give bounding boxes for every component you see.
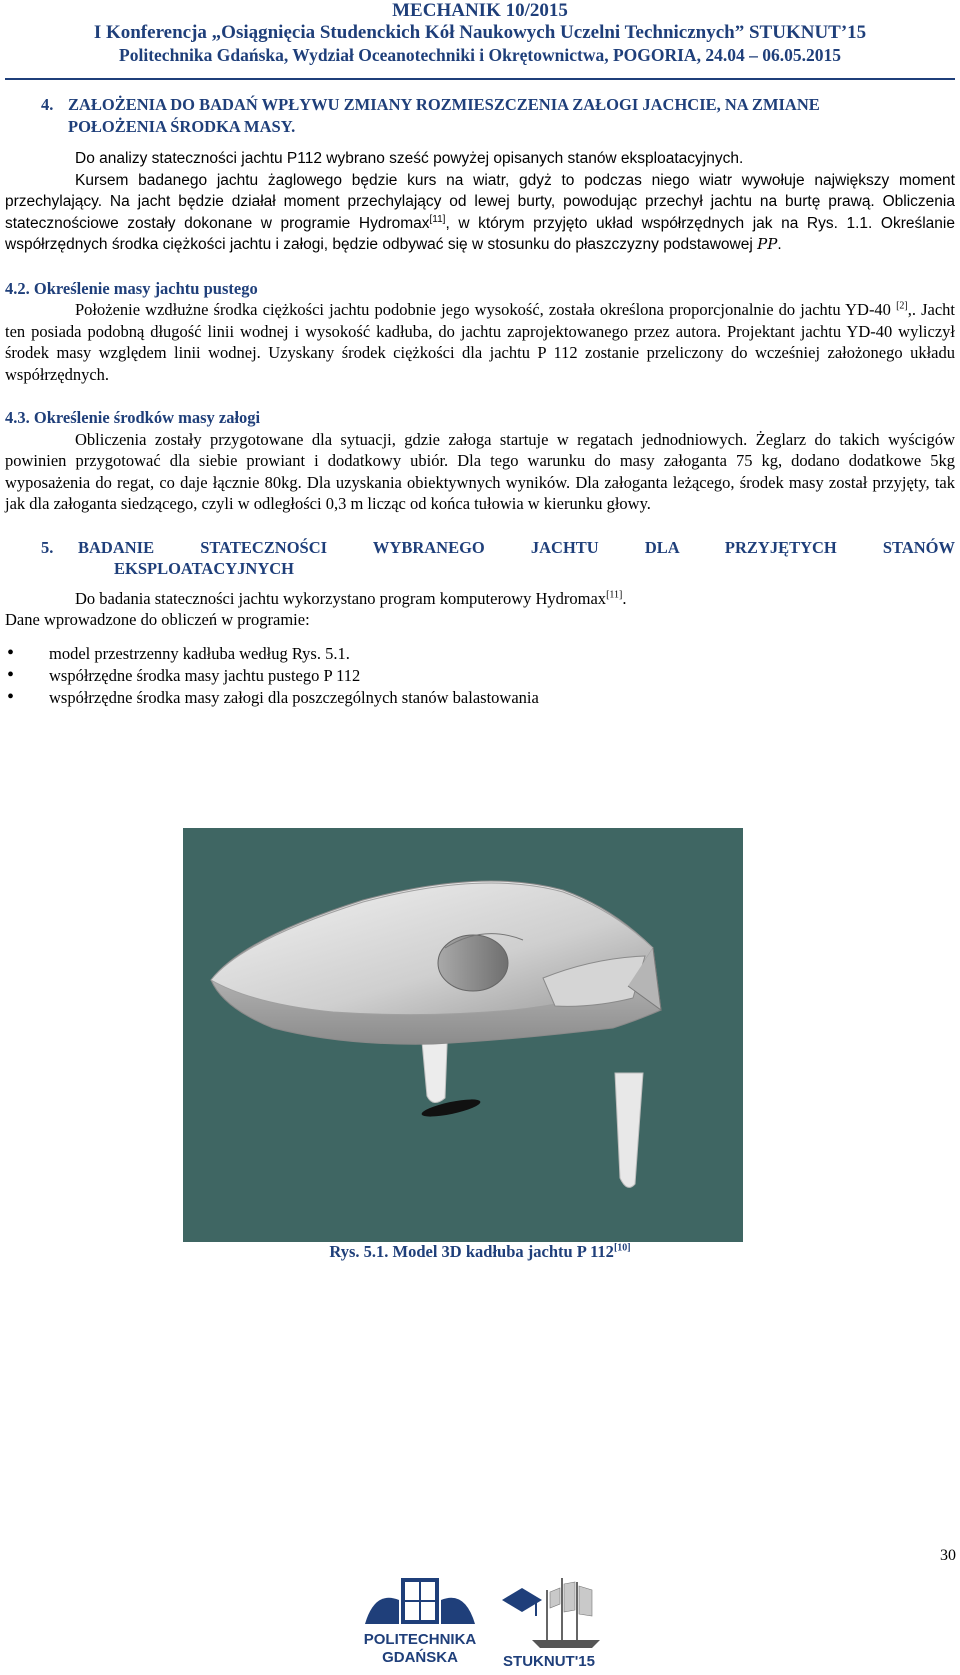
journal-title: MECHANIK 10/2015 [392,0,568,21]
conference-venue: Politechnika Gdańska, Wydział Oceanotechniki i Okrętownictwa, POGORIA, 24.04 – 06.05.2015 [119,45,841,65]
list-item: • współrzędne środka masy załogi dla poszczególnych stanów balastowania [5,687,955,709]
list-item: • model przestrzenny kadłuba według Rys. 5.1. [5,643,955,665]
section-5-paragraph-2: Dane wprowadzone do obliczeń w programie: [5,610,310,629]
section-5-paragraph-1: Do badania stateczności jachtu wykorzystano program komputerowy Hydromax[11]. [75,588,627,608]
section-4-paragraph-1: Do analizy stateczności jachtu P112 wybrano sześć powyżej opisanych stanów eksploatacyjnych. [75,150,744,167]
page-number: 30 [940,1547,956,1564]
svg-text:GDAŃSKA: GDAŃSKA [382,1649,458,1666]
svg-text:STUKNUT'15: STUKNUT'15 [503,1653,595,1670]
stuknut-logo [492,1570,607,1670]
hull-3d-figure [183,828,743,1242]
header-divider [5,78,955,80]
input-data-list [5,643,955,709]
section-4-paragraph-2: Kursem badanego jachtu żaglowego będzie kurs na wiatr, gdyż to podczas niego wiatr wywołuje największy moment przechylający. Na jacht będzie działał moment przechylający od lewej burty, powodując przechył jachtu na burtę prawą. Obliczenia statecznościowe zostały dokonane w programie Hydromax[11], w którym przyjęto układ współrzędnych jak na Rys. 1.1. Określanie współrzędnych środka ciężkości jachtu i załogi, będzie odbywać się w stosunku do płaszczyzny podstawowej PP. [5,171,955,253]
yacht-hull-model [183,828,743,1242]
list-item: • współrzędne środka masy jachtu pustego P 112 [5,665,955,687]
politechnika-gdanska-logo [355,1570,485,1670]
section-4-heading: 4. ZAŁOŻENIA DO BADAŃ WPŁYWU ZMIANY ROZMIESZCZENIA ZAŁOGI JACHCIE, NA ZMIANE POŁOŻENIA ŚRODKA MASY. [41,95,820,136]
section-4-2-paragraph: Położenie wzdłużne środka ciężkości jachtu podobnie jego wysokość, została określona proporcjonalnie do jachtu YD-40 [2],. Jacht ten posiada podobną długość linii wodnej i wysokość kadłuba, do jachtu zaprojektowanego przez autora. Projektant jachtu YD-40 wyliczył środek masy względem linii wodnej. Uzyskany środek ciężkości dla jachtu P 112 zostanie przeliczony do wcześniej założonego układu współrzędnych. [5,300,956,384]
section-4-3-paragraph: Obliczenia zostały przygotowane dla sytuacji, gdzie załoga startuje w regatach jednodniowych. Żeglarz do takich wyścigów powinien przygotować dla siebie prowiant i dodatkowy ubiór. Dla tego warunku do masy załoganta 75 kg, dodano dodatkowe 5kg wyposażenia do regat, co daje łącznie 80kg. Dla uzyskania obiektywnych wyników. Dla załoganta leżącego, środek masy został przyjęty, tak jak dla załoganta siedzącego, czyli w odległości 0,3 m licząc od końca tułowia w kierunku głowy. [5,429,955,513]
page-header [0,0,960,66]
article-body: 4. ZAŁOŻENIA DO BADAŃ WPŁYWU ZMIANY ROZMIESZCZENIA ZAŁOGI JACHCIE, NA ZMIANE POŁOŻENIA ŚRODKA MASY. Do analizy stateczności jachtu P112 wybrano sześć powyżej opisanych stanów eksploatacyjnych. Kursem badanego jachtu żaglowego będzie kurs na wiatr, gdyż to podczas niego wiatr wywołuje największy moment przechylający. Na jacht będzie działał moment przechylający od lewej burty, powodując przechył jachtu na burtę prawą. Obliczenia statecznościowe zostały dokonane w programie Hydromax[11], w którym przyjęto układ współrzędnych jak na Rys. 1.1. Określanie współrzędnych środka ciężkości jachtu i załogi, będzie odbywać się w stosunku do płaszczyzny podstawowej PP. 4.2. Określenie masy jachtu pustego Położenie wzdłużne środka ciężkości jachtu podobnie jego wysokość, została określona proporcjonalnie do jachtu YD-40 [2],. Jacht ten posiada podobną długość linii wodnej i wysokość kadłuba, do jachtu zaprojektowanego przez autora. Projektant jachtu YD-40 wyliczył środek masy względem linii wodnej. Uzyskany środek ciężkości dla jachtu P 112 zostanie przeliczony do wcześniej założonego układu współrzędnych. 4.3. Określenie środków masy załogi Obliczenia zostały przygotowane dla sytuacji, gdzie załoga startuje w regatach jednodniowych. Żeglarz do takich wyścigów powinien przygotować dla siebie prowiant i dodatkowy ubiór. Dla tego warunku do masy załoganta 75 kg, dodano dodatkowe 5kg wyposażenia do regat, co daje łącznie 80kg. Dla uzyskania obiektywnych wyników. Dla załoganta leżącego, środek masy został przyjęty, tak jak dla załoganta siedzącego, czyli w odległości 0,3 m licząc od końca tułowia w kierunku głowy. 5. BADANIE STATECZNOŚCI WYBRANEGO JACHTU DLA PRZYJĘTYCH STANÓW EKSPLOATACYJNYCH Do badania stateczności jachtu wykorzystano program komputerowy Hydromax[11]. Dane wprowadzone do obliczeń w programie: • model przestrzenny kadłuba według Rys. 5.1. • współrzędne środka masy jachtu pustego P 112 • współrzędne środka masy załogi dla poszczególnych stanów balastowania [5,94,955,709]
section-4-3-heading: 4.3. Określenie środków masy załogi [5,408,261,427]
section-4-2-heading: 4.2. Określenie masy jachtu pustego [5,278,258,298]
section-5-heading: 5. BADANIE STATECZNOŚCI WYBRANEGO JACHTU DLA PRZYJĘTYCH STANÓW [41,537,955,557]
svg-text:POLITECHNIKA: POLITECHNIKA [363,1631,477,1648]
conference-title: I Konferencja „Osiągnięcia Studenckich Kół Naukowych Uczelni Technicznych” STUKNUT’15 [93,22,867,43]
figure-caption: Rys. 5.1. Model 3D kadłuba jachtu P 112[10] [329,1242,631,1261]
